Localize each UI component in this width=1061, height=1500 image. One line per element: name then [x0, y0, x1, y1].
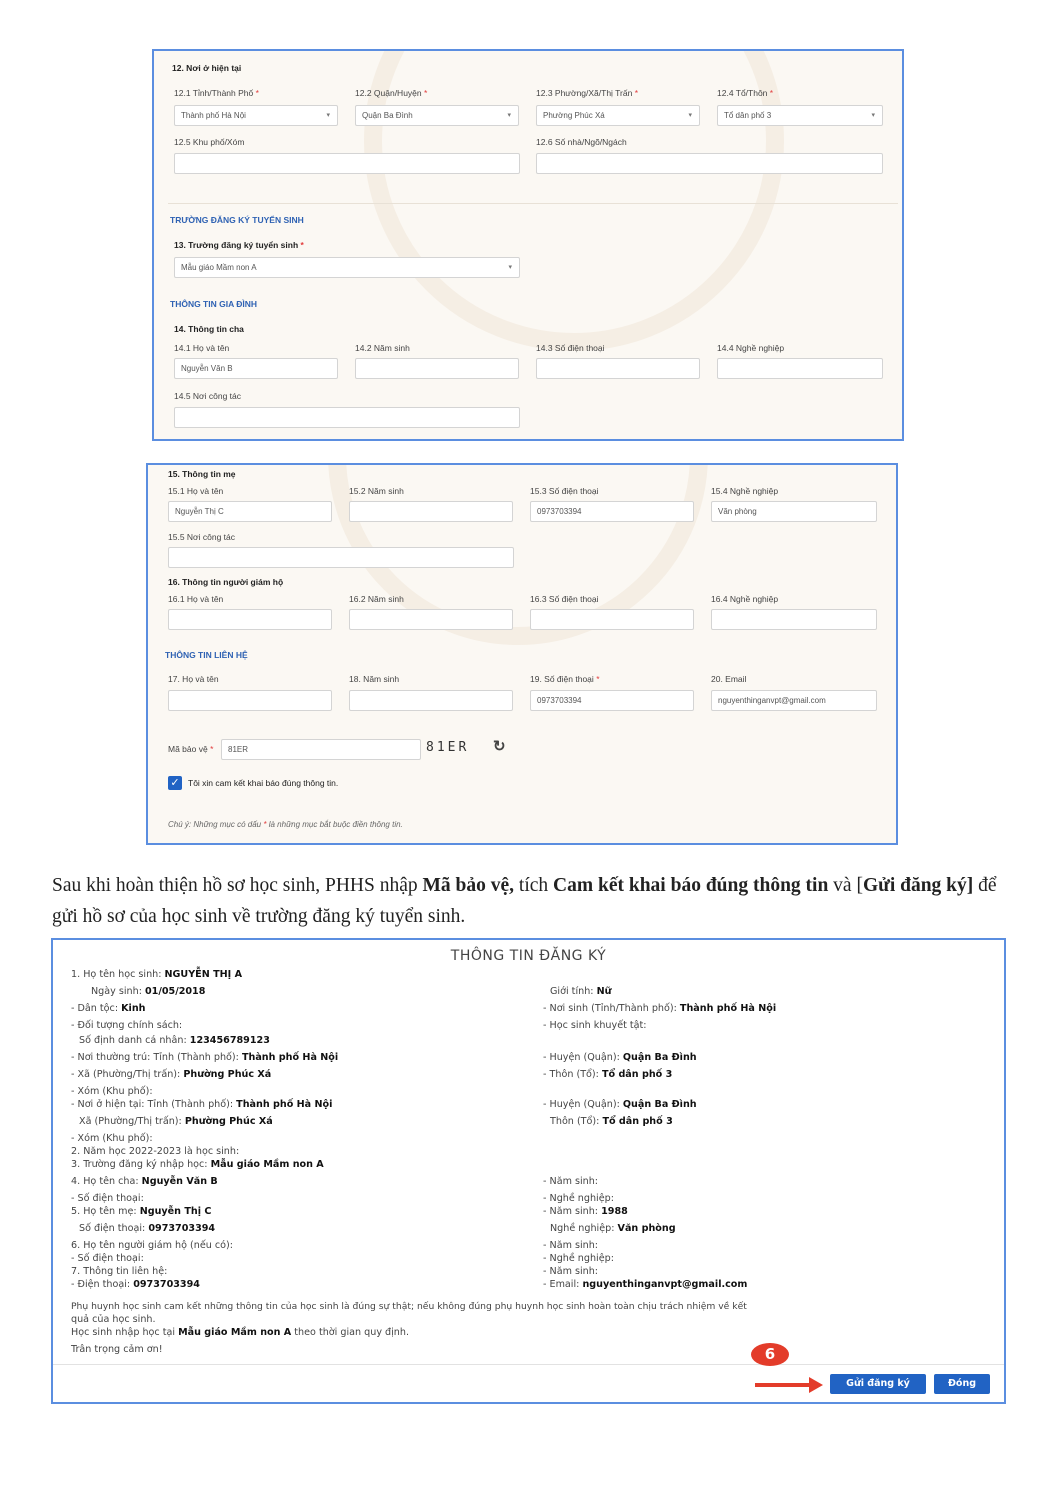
province-select[interactable]: Thành phố Hà Nội ▾: [174, 105, 338, 126]
ward-select[interactable]: Phường Phúc Xá ▾: [536, 105, 700, 126]
form-screenshot-contact: [146, 463, 898, 845]
permanent-district: - Huyện (Quận): Quận Ba Đình: [543, 1052, 697, 1063]
contact-birth-year-input[interactable]: [349, 690, 513, 711]
label-12-1: 12.1 Tỉnh/Thành Phố *: [174, 88, 259, 98]
guardian-birth-year-input[interactable]: [349, 609, 513, 630]
label-15-2: 15.2 Năm sinh: [349, 486, 404, 496]
captcha-image: 81ER: [426, 740, 470, 755]
close-button[interactable]: Đóng: [934, 1374, 990, 1394]
label-16-2: 16.2 Năm sinh: [349, 594, 404, 604]
label-20: 20. Email: [711, 674, 747, 684]
captcha-label: Mã bảo vệ *: [168, 744, 214, 754]
label-14-4: 14.4 Nghề nghiệp: [717, 343, 785, 353]
guardian-job-input[interactable]: [711, 609, 877, 630]
refresh-icon[interactable]: ↻: [493, 738, 506, 755]
guardian-phone-input[interactable]: [530, 609, 694, 630]
label-15-4: 15.4 Nghề nghiệp: [711, 486, 779, 496]
mother-birth-year: - Năm sinh: 1988: [543, 1206, 628, 1217]
guardian-birth-year: - Năm sinh:: [543, 1240, 599, 1251]
commit-checkbox[interactable]: [168, 776, 182, 790]
student-birthplace: - Nơi sinh (Tỉnh/Thành phố): Thành phố Hà Nội: [543, 1003, 777, 1014]
thanks-text: Trân trọng cảm ơn!: [71, 1344, 163, 1355]
mother-birth-year-input[interactable]: [349, 501, 513, 522]
enrollment-note: Học sinh nhập học tại Mẫu giáo Mầm non A theo thời gian quy định.: [71, 1327, 410, 1338]
label-18: 18. Năm sinh: [349, 674, 400, 684]
current-hamlet: Thôn (Tổ): Tổ dân phố 3: [550, 1116, 673, 1127]
label-12-2: 12.2 Quận/Huyện *: [355, 88, 428, 98]
father-phone-input[interactable]: [536, 358, 700, 379]
mother-phone-input[interactable]: 0973703394: [530, 501, 694, 522]
pointer-arrow-shaft: [755, 1383, 811, 1387]
chevron-down-icon: ▾: [871, 112, 875, 119]
modal-footer-divider: [53, 1364, 1004, 1365]
school-year: 2. Năm học 2022-2023 là học sinh:: [71, 1146, 240, 1157]
label-12-6: 12.6 Số nhà/Ngõ/Ngách: [536, 137, 627, 147]
mother-job-input[interactable]: Văn phòng: [711, 501, 877, 522]
label-12-4: 12.4 Tổ/Thôn *: [717, 88, 774, 98]
mother-name: 5. Họ tên mẹ: Nguyễn Thị C: [71, 1206, 212, 1217]
father-name: 4. Họ tên cha: Nguyễn Văn B: [71, 1176, 218, 1187]
guardian-phone: - Số điện thoại:: [71, 1253, 144, 1264]
label-14-1: 14.1 Họ và tên: [174, 343, 230, 353]
mother-job: Nghề nghiệp: Văn phòng: [550, 1223, 676, 1234]
label-19: 19. Số điện thoại *: [530, 674, 600, 684]
chevron-down-icon: ▾: [688, 112, 692, 119]
required-note: Chú ý: Những mục có dấu * là những mục bắt buộc điền thông tin.: [168, 820, 403, 829]
step-number-badge: 6: [751, 1343, 789, 1366]
father-birth-year-input[interactable]: [355, 358, 519, 379]
father-job: - Nghề nghiệp:: [543, 1193, 614, 1204]
label-14-5: 14.5 Nơi công tác: [174, 391, 241, 401]
permanent-hamlet: - Thôn (Tổ): Tổ dân phố 3: [543, 1069, 673, 1080]
father-birth-year: - Năm sinh:: [543, 1176, 599, 1187]
label-17: 17. Họ và tên: [168, 674, 219, 684]
label-14-3: 14.3 Số điện thoại: [536, 343, 605, 353]
current-neighborhood: - Xóm (Khu phố):: [71, 1133, 153, 1144]
mother-name-input[interactable]: Nguyễn Thị C: [168, 501, 332, 522]
label-16-3: 16.3 Số điện thoại: [530, 594, 599, 604]
contact-phone-input[interactable]: 0973703394: [530, 690, 694, 711]
disability: - Học sinh khuyết tật:: [543, 1020, 647, 1031]
guardian-name: 6. Họ tên người giám hộ (nếu có):: [71, 1240, 233, 1251]
father-phone: - Số điện thoại:: [71, 1193, 144, 1204]
student-gender: Giới tính: Nữ: [550, 986, 612, 997]
check-icon: ✓: [170, 777, 180, 789]
current-province: - Nơi ở hiện tại: Tỉnh (Thành phố): Thành phố Hà Nội: [71, 1099, 333, 1110]
personal-id: Số định danh cá nhân: 123456789123: [79, 1035, 270, 1046]
instruction-paragraph: Sau khi hoàn thiện hồ sơ học sinh, PHHS nhập Mã bảo vệ, tích Cam kết khai báo đúng thông tin và [Gửi đăng ký] để gửi hồ sơ của học sinh về trường đăng ký tuyển sinh.: [52, 875, 997, 927]
form-screenshot-address: [152, 49, 904, 441]
label-15-5: 15.5 Nơi công tác: [168, 532, 235, 542]
school-select[interactable]: Mẫu giáo Mầm non A ▾: [174, 257, 520, 278]
contact-phone: - Điện thoại: 0973703394: [71, 1279, 200, 1290]
student-name: 1. Họ tên học sinh: NGUYỄN THỊ A: [71, 969, 243, 980]
section-contact-title: THÔNG TIN LIÊN HỆ: [165, 650, 248, 660]
captcha-input[interactable]: 81ER: [221, 739, 421, 760]
contact-info: 7. Thông tin liên hệ:: [71, 1266, 168, 1277]
label-16-4: 16.4 Nghề nghiệp: [711, 594, 779, 604]
policy-subject: - Đối tượng chính sách:: [71, 1020, 183, 1031]
current-district: - Huyện (Quận): Quận Ba Đình: [543, 1099, 697, 1110]
chevron-down-icon: ▾: [326, 112, 330, 119]
father-name-input[interactable]: Nguyễn Văn B: [174, 358, 338, 379]
label-14-2: 14.2 Năm sinh: [355, 343, 410, 353]
label-15: 15. Thông tin mẹ: [168, 469, 236, 479]
current-ward: Xã (Phường/Thị trấn): Phường Phúc Xá: [79, 1116, 273, 1127]
registered-school: 3. Trường đăng ký nhập học: Mẫu giáo Mầm non A: [71, 1159, 324, 1170]
permanent-province: - Nơi thường trú: Tỉnh (Thành phố): Thành phố Hà Nội: [71, 1052, 339, 1063]
pointer-arrow-icon: [809, 1377, 823, 1393]
contact-birth-year: - Năm sinh:: [543, 1266, 599, 1277]
student-ethnicity: - Dân tộc: Kinh: [71, 1003, 146, 1014]
label-15-1: 15.1 Họ và tên: [168, 486, 224, 496]
permanent-ward: - Xã (Phường/Thị trấn): Phường Phúc Xá: [71, 1069, 272, 1080]
contact-email-input[interactable]: nguyenthinganvpt@gmail.com: [711, 690, 877, 711]
commit-label[interactable]: Tôi xin cam kết khai báo đúng thông tin.: [188, 778, 339, 788]
section-school-title: TRƯỜNG ĐĂNG KÝ TUYỂN SINH: [170, 215, 304, 225]
commitment-line-2: quả của học sinh.: [71, 1314, 156, 1325]
label-16: 16. Thông tin người giám hộ: [168, 577, 284, 587]
label-16-1: 16.1 Họ và tên: [168, 594, 224, 604]
house-number-input[interactable]: [536, 153, 883, 174]
neighborhood-input[interactable]: [174, 153, 520, 174]
district-select[interactable]: Quận Ba Đình ▾: [355, 105, 519, 126]
guardian-name-input[interactable]: [168, 609, 332, 630]
student-dob: Ngày sinh: 01/05/2018: [91, 986, 206, 997]
label-13: 13. Trường đăng ký tuyển sinh *: [174, 240, 304, 250]
chevron-down-icon: ▾: [507, 112, 511, 119]
father-job-input[interactable]: [717, 358, 883, 379]
chevron-down-icon: ▾: [508, 264, 512, 271]
registration-summary-modal: [51, 938, 1006, 1404]
hamlet-select[interactable]: Tổ dân phố 3 ▾: [717, 105, 883, 126]
modal-title: THÔNG TIN ĐĂNG KÝ: [450, 948, 607, 964]
label-14: 14. Thông tin cha: [174, 324, 244, 334]
section-12-title: 12. Nơi ở hiện tại: [172, 63, 242, 73]
guardian-job: - Nghề nghiệp:: [543, 1253, 614, 1264]
mother-workplace-input[interactable]: [168, 547, 514, 568]
label-12-5: 12.5 Khu phố/Xóm: [174, 137, 245, 147]
contact-email: - Email: nguyenthinganvpt@gmail.com: [543, 1279, 748, 1290]
commitment-line-1: Phụ huynh học sinh cam kết những thông tin của học sinh là đúng sự thật; nếu không đúng phụ huynh học sinh hoàn toàn chịu trách nhiệm về kết: [71, 1301, 747, 1312]
label-12-3: 12.3 Phường/Xã/Thị Trấn *: [536, 88, 639, 98]
permanent-neighborhood: - Xóm (Khu phố):: [71, 1086, 153, 1097]
father-workplace-input[interactable]: [174, 407, 520, 428]
mother-phone: Số điện thoại: 0973703394: [79, 1223, 216, 1234]
contact-name-input[interactable]: [168, 690, 332, 711]
label-15-3: 15.3 Số điện thoại: [530, 486, 599, 496]
submit-registration-button[interactable]: Gửi đăng ký: [830, 1374, 926, 1394]
divider: [168, 203, 898, 204]
section-family-title: THÔNG TIN GIA ĐÌNH: [170, 299, 258, 309]
